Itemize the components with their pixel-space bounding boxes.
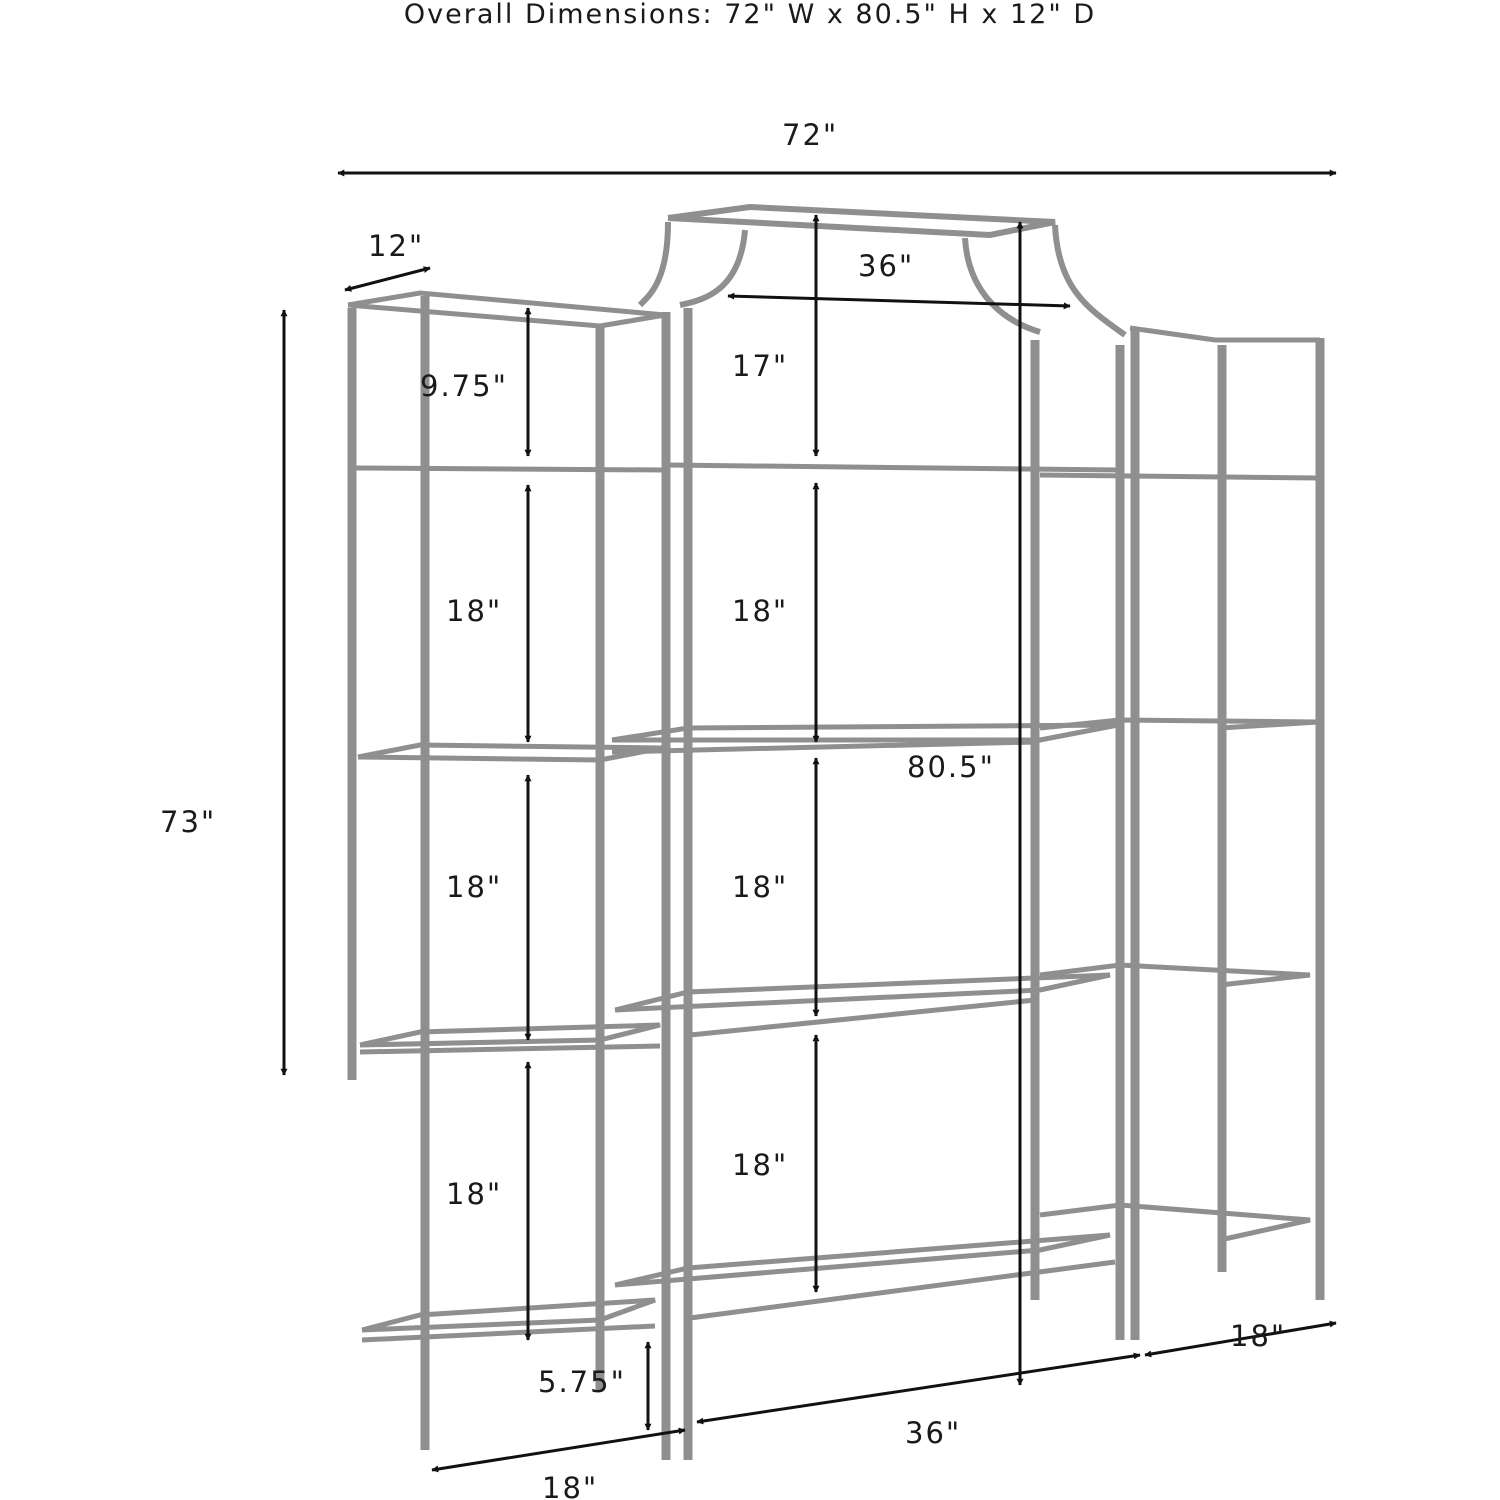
left-top-shelf-label: 9.75" (420, 369, 508, 403)
top-opening-label: 17" (732, 349, 789, 383)
side-height-label: 73" (160, 805, 217, 839)
left-shelf-3-label: 18" (446, 870, 503, 904)
center-shelf-4-label: 18" (732, 1148, 789, 1182)
depth-label: 12" (368, 229, 425, 263)
center-width-arrow (697, 1355, 1140, 1422)
right-tower (1135, 330, 1320, 1340)
center-shelf-3-label: 18" (732, 870, 789, 904)
left-tower-shelves (348, 293, 665, 1340)
right-width-label: 18" (1230, 1319, 1287, 1353)
floor-clearance-label: 5.75" (538, 1365, 626, 1399)
overall-width-label: 72" (782, 118, 839, 152)
left-shelf-2-label: 18" (446, 594, 503, 628)
left-width-label: 18" (542, 1471, 599, 1500)
overall-dimensions-title: Overall Dimensions: 72" W x 80.5" H x 12" D (403, 0, 1097, 30)
center-width-label: 36" (905, 1416, 962, 1450)
depth-arrow (345, 268, 430, 290)
right-tower-shelves (1040, 328, 1320, 1240)
top-width-label: 36" (858, 249, 915, 283)
left-shelf-4-label: 18" (446, 1177, 503, 1211)
left-width-arrow (432, 1430, 685, 1470)
dimension-arrows (284, 173, 1336, 1470)
overall-height-label: 80.5" (907, 750, 995, 784)
center-shelf-2-label: 18" (732, 594, 789, 628)
